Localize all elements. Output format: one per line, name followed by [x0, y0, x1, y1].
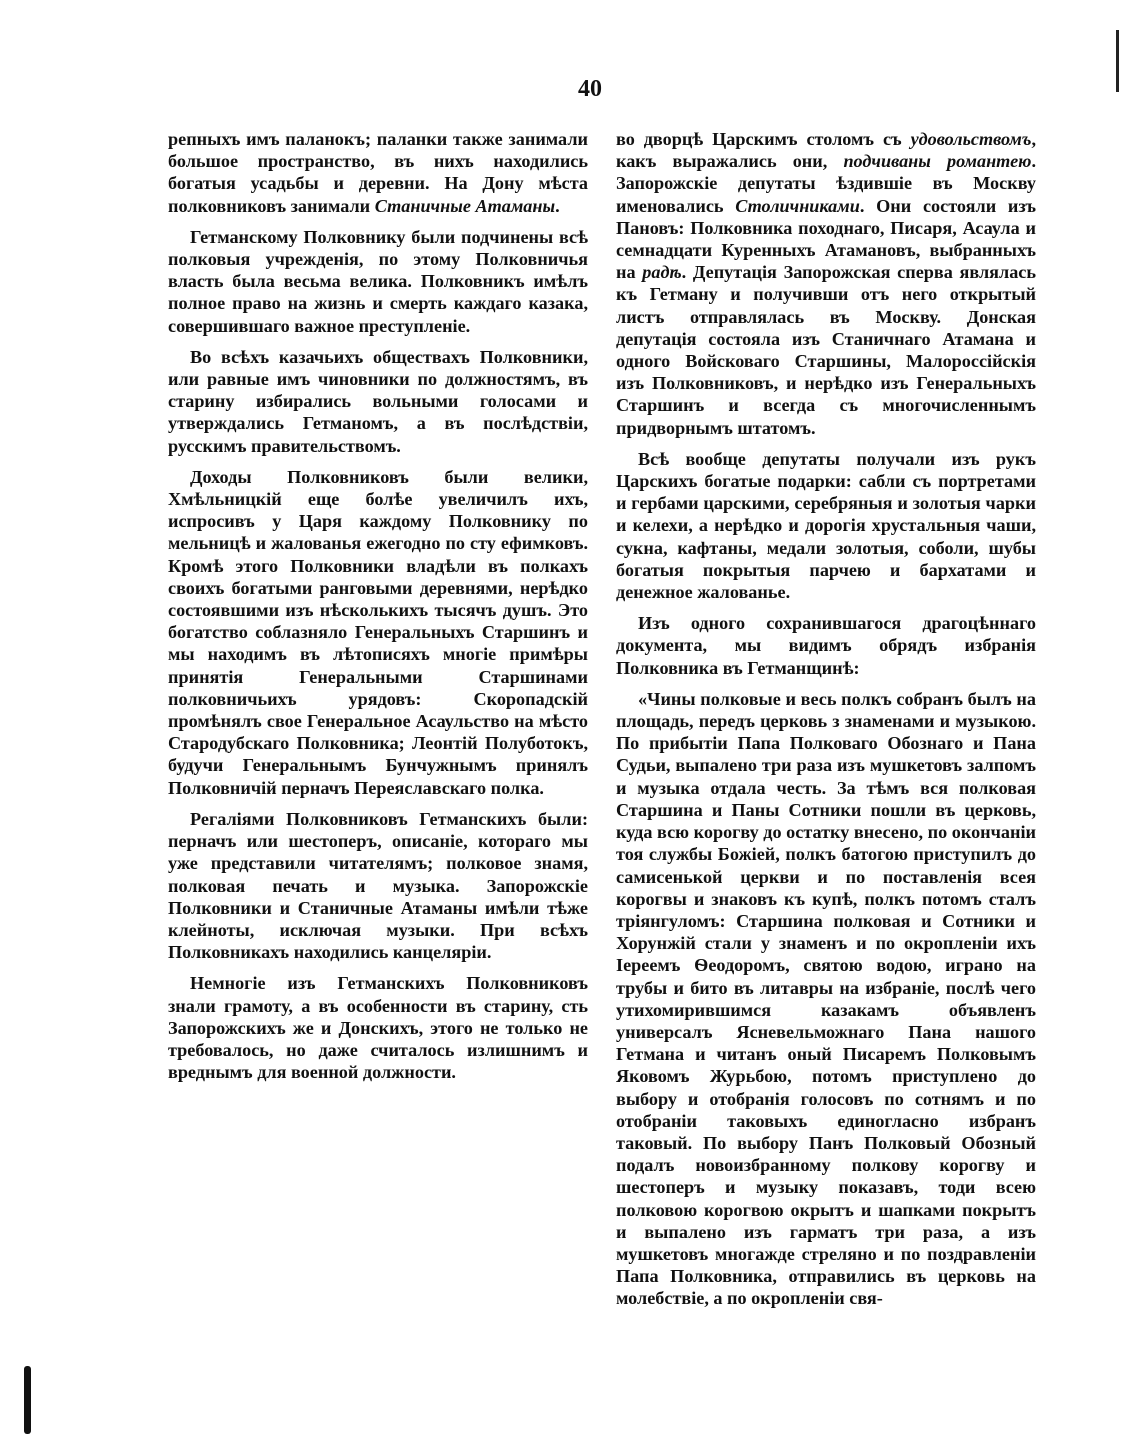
italic-term: подчиваны романтею [843, 151, 1032, 172]
paragraph: Во всѣхъ казачьихъ обществахъ Полковники, или равные имъ чиновники по должностямъ, въ старину избирались вольными голосами и утверждались Гетманомъ, а въ послѣдствіи, русскимъ правительствомъ. [168, 346, 588, 456]
italic-term: удовольствомъ [910, 129, 1032, 149]
paragraph-text: репныхъ имъ паланокъ; паланки также занимали большое пространство, въ нихъ находились богатыя усадьбы и деревни. На Дону мѣста полковниковъ занимали [168, 129, 588, 216]
paragraph: Немногіе изъ Гетманскихъ Полковниковъ знали грамоту, а въ особенности въ старину, сть Запорожскихъ же и Донскихъ, этого не только не требовалось, но даже считалось излишнимъ и вреднымъ для военной должности. [168, 973, 588, 1083]
paragraph: Изъ одного сохранившагося драгоцѣннаго документа, мы видимъ обрядъ избранія Полковника въ Гетманщинѣ: [616, 613, 1036, 678]
italic-term: Столичниками [735, 195, 860, 216]
paragraph [616, 128, 1036, 439]
paragraph: «Чины полковые и весь полкъ собранъ былъ на площадь, передъ церковь з знаменами и музыкою. По прибытіи Папа Полковаго Обознаго и Пана Судьи, выпалено три раза изъ мушкетовъ залпомъ и музыка отдала честь. За тѣмъ вся полковая Старшина и Паны Сотники пошли въ церковь, куда всю корогву до остатку внесено, по окончаніи тоя службы Божіей, полкъ батогою приступилъ до самисенькой церкви и по поставленія всея корогвы и знаковъ къ купѣ, полкъ потомъ сталъ тріянгуломъ: Старшина полковая и Сотники и Хорунжій стали у знаменъ и по окропленіи ихъ Іереемъ Ѳеодоромъ, святою водою, играно на трубы и бито въ литавры на избраніе, послѣ чего утихомирившимся казакамъ объявленъ универсалъ Ясневельможнаго Пана нашого Гетмана и читанъ оный Писаремъ Полковымъ Яковомъ Журьбою, потомъ приступлено до выбору и отобранія голосовъ по сотнямъ и по отобраніи таковыхъ единогласно избранъ таковый. По выбору Панъ Полковый Обозный подалъ новоизбранному полкову корогву и шестоперъ и музыку показавъ, тоди всею полковою корогвою окрытъ и шапками покрытъ и выпалено изъ гарматъ три раза, а изъ мушкетовъ многажде стреляно и по поздравленіи Папа Полковника, отправились въ церковь на молебствіе, а по окропленіи свя- [616, 688, 1036, 1309]
paragraph [168, 128, 588, 217]
text-column-left [168, 128, 588, 1092]
scan-margin-mark-bottom-left [24, 1366, 31, 1434]
paragraph: Регаліями Полковниковъ Гетманскихъ были: перначъ или шестоперъ, описаніе, котораго мы уже представили читателямъ; полковое знамя, полковая печать и музыка. Запорожскіе Полковники и Станичные Атаманы имѣли тѣже клейноты, исключая музыки. При всѣхъ Полковникахъ находились канцеляріи. [168, 808, 588, 963]
paragraph-text: . Они состояли изъ Пановъ: Полковника походнаго, Писаря, Асаула и семнадцати Куренныхъ Атамановъ, выбранныхъ на [616, 195, 1037, 283]
paragraph: Гетманскому Полковнику были подчинены всѣ полковыя учрежденія, по этому Полковничья власть была весьма велика. Полковникъ имѣлъ полное право на жизнь и смерть каждаго казака, совершившаго важное преступленіе. [168, 226, 588, 336]
scan-margin-line-top-right [1116, 30, 1119, 92]
paragraph-text: . [555, 195, 560, 216]
paragraph-text: . Запорожскіе депутаты ѣздившіе въ Москву именовались [616, 151, 1036, 216]
paragraph: Доходы Полковниковъ были велики, Хмѣльницкій еще болѣе увеличилъ ихъ, испросивъ у Царя каждому Полковнику по мельницѣ и жалованья ежегодно по сту ефимковъ. Кромѣ этого Полковники владѣли въ полкахъ своихъ богатыми ранговыми деревнями, нерѣдко состоявшими изъ нѣсколькихъ тысячъ душъ. Это богатство соблазняло Генеральныхъ Старшинъ и мы находимъ въ лѣтописяхъ многіе примѣры принятія Генеральными Старшинами полковничьихъ урядовъ: Скоропадскій промѣнялъ свое Генеральное Асаульство на мѣсто Стародубскаго Полковника; Леонтій Полуботокъ, будучи Генеральнымъ Бунчужнымъ принялъ Полковничій перначъ Переяславскаго полка. [168, 466, 588, 798]
text-column-right [616, 128, 1036, 1319]
paragraph: Всѣ вообще депутаты получали изъ рукъ Царскихъ богатые подарки: сабли съ портретами и гербами царскими, серебряныя и золотыя чарки и келехи, а нерѣдко и дорогія хрустальныя чаши, сукна, кафтаны, медали золотыя, соболи, шубы богатыя покрытыя парчею и бархатами и денежное жалованье. [616, 448, 1036, 603]
paragraph-text: , какъ выражались они, [616, 129, 1036, 172]
page-number: 40 [578, 76, 602, 102]
paragraph-text: во дворцѣ Царскимъ столомъ съ [616, 129, 911, 149]
paragraph-text: . Депутація Запорожская сперва являлась къ Гетману и получивши отъ него открытый листъ отправлялась въ Москву. Донская депутація состояла изъ Станичнаго Атамана и одного Войсковаго Старшины, Малороссійскія изъ Полковниковъ, и нерѣдко изъ Генеральныхъ Старшинъ и всегда съ многочисленнымъ придворнымъ штатомъ. [616, 262, 1036, 438]
italic-term: Станичные Атаманы [374, 195, 556, 216]
italic-term: радѣ [642, 262, 682, 283]
